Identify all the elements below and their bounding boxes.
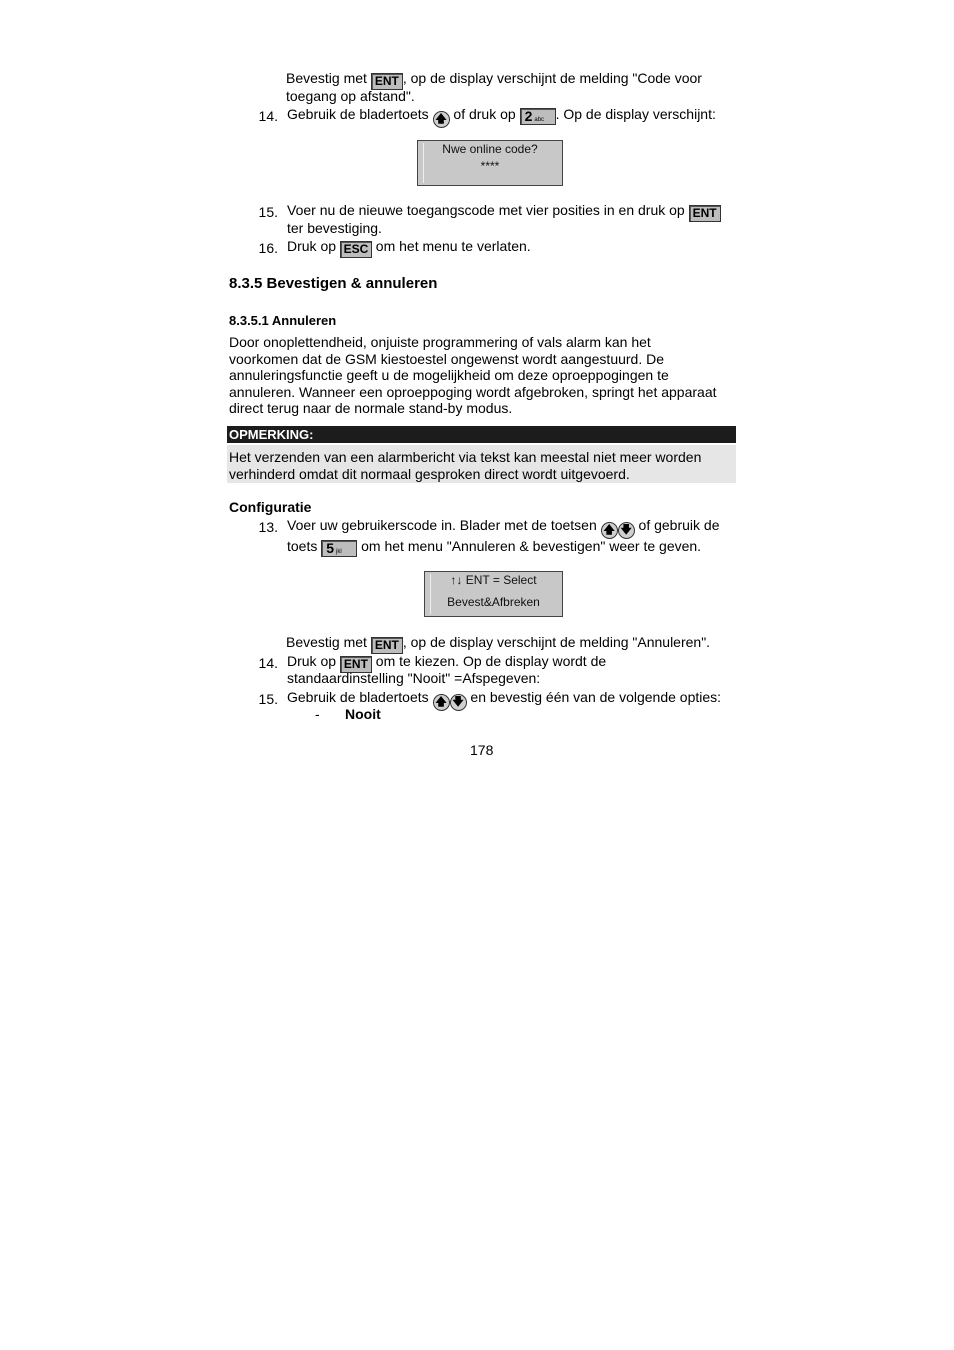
lcd-line-2: **** bbox=[480, 159, 500, 173]
key-5-icon: 5 jkl bbox=[321, 540, 357, 557]
section-title: 8.3.5 Bevestigen & annuleren bbox=[229, 275, 438, 292]
step-14b-cont: standaardinstelling "Nooit" =Afspegeven: bbox=[287, 670, 541, 686]
lcd-line-1: Nwe online code? bbox=[442, 142, 538, 156]
step-15b-text: Gebruik de bladertoets 🡅 🡇 en bevestig één van de volgende opties: bbox=[287, 689, 721, 711]
down-arrow-icon: 🡇 bbox=[618, 522, 635, 539]
down-arrow-icon: 🡇 bbox=[450, 694, 467, 711]
esc-key-icon: ESC bbox=[340, 241, 372, 258]
intro-paragraph: Door onoplettendheid, onjuiste programmering of vals alarm kan het voorkomen dat de GSM kiestoestel ongewenst wordt aangestuurd. De annuleringsfunctie geeft u de mogelijkheid om deze oproeppogingen te annuleren. Wanneer een oproeppoging wordt afgebroken, springt het apparaat direct terug naar de normale stand-by modus. bbox=[229, 334, 717, 417]
ent-key-icon: ENT bbox=[371, 637, 403, 654]
step-number: 13. bbox=[258, 519, 278, 535]
up-arrow-icon: 🡅 bbox=[601, 522, 618, 539]
note-body: Het verzenden van een alarmbericht via tekst kan meestal niet meer worden verhinderd omdat dit normaal gesproken direct wordt uitgevoerd. bbox=[227, 445, 736, 483]
step-13-text: Voer uw gebruikerscode in. Blader met de toetsen 🡅 🡇 of gebruik de bbox=[287, 517, 719, 539]
option-dash: - bbox=[315, 706, 320, 722]
lcd-display-select bbox=[424, 571, 563, 617]
step-number: 16. bbox=[258, 240, 278, 256]
up-arrow-icon: 🡅 bbox=[433, 111, 450, 128]
confirm-line: Bevestig met ENT , op de display verschijnt de melding "Code voor bbox=[286, 70, 702, 88]
option-nooit: Nooit bbox=[345, 706, 381, 722]
step-number: 15. bbox=[258, 204, 278, 220]
lcd-display-new-code bbox=[417, 140, 563, 186]
step-13-cont: toets 5 jkl om het menu "Annuleren & bevestigen" weer te geven. bbox=[287, 538, 702, 556]
step-16-text: Druk op ESC om het menu te verlaten. bbox=[287, 238, 531, 256]
ent-key-icon: ENT bbox=[340, 656, 372, 673]
subsection-title: 8.3.5.1 Annuleren bbox=[229, 313, 337, 328]
step-15-text: Voer nu de nieuwe toegangscode met vier posities in en druk op ENT bbox=[287, 202, 721, 222]
step-15-cont: ter bevestiging. bbox=[287, 220, 382, 236]
key-2-icon: 2 abc bbox=[520, 108, 556, 125]
step-number: 15. bbox=[258, 691, 278, 707]
config-title: Configuratie bbox=[229, 499, 312, 515]
ent-key-icon: ENT bbox=[371, 73, 403, 90]
page-number: 178 bbox=[470, 742, 494, 758]
confirm-line-2: Bevestig met ENT , op de display verschijnt de melding "Annuleren". bbox=[286, 634, 711, 652]
lcd-line-1: ↑↓ ENT = Select bbox=[450, 573, 537, 587]
ent-key-icon: ENT bbox=[689, 205, 721, 222]
step-14-text: Gebruik de bladertoets 🡅 of druk op 2 abc . Op de display verschijnt: bbox=[287, 106, 716, 128]
note-header: OPMERKING: bbox=[227, 426, 736, 443]
confirm-line-cont: toegang op afstand". bbox=[286, 88, 415, 104]
step-number: 14. bbox=[258, 655, 278, 671]
step-14b-text: Druk op ENT om te kiezen. Op de display wordt de bbox=[287, 653, 607, 671]
step-number: 14. bbox=[258, 108, 278, 124]
up-arrow-icon: 🡅 bbox=[433, 694, 450, 711]
lcd-line-2: Bevest&Afbreken bbox=[447, 595, 540, 609]
